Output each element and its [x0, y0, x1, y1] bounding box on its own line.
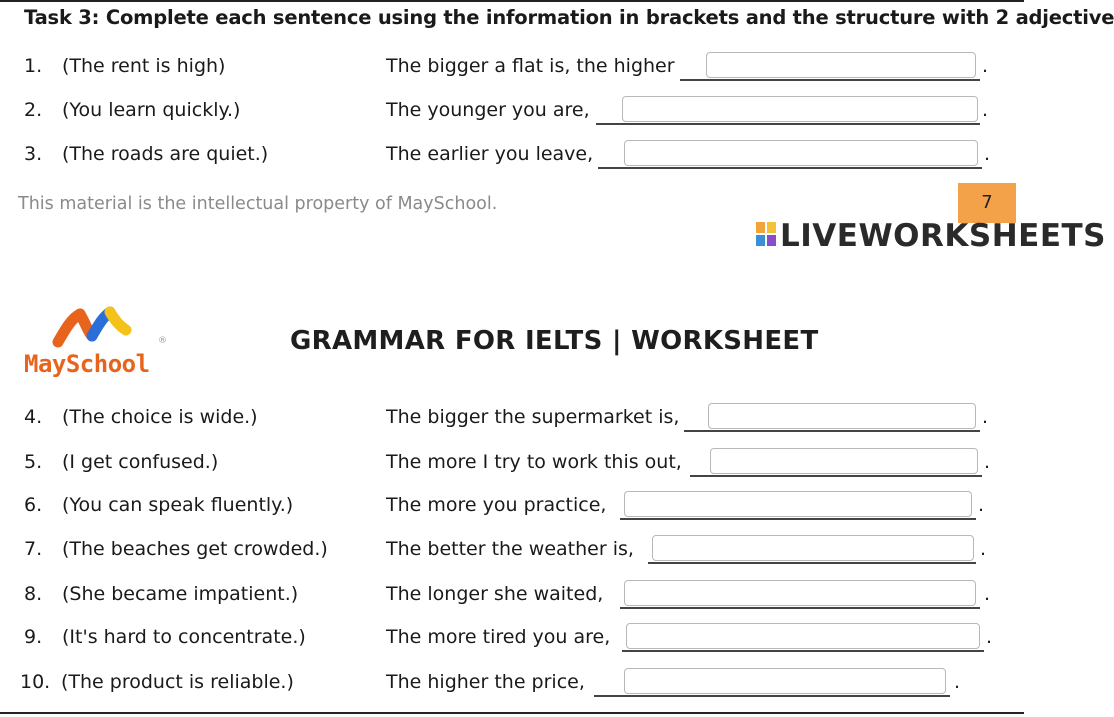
- exercise-row-4: [0, 402, 1024, 432]
- answer-underline: [620, 607, 980, 609]
- answer-input-8[interactable]: [624, 580, 976, 606]
- sentence-stem: The more tired you are,: [386, 626, 611, 648]
- item-number: 4.: [24, 406, 43, 428]
- task-title: Task 3: Complete each sentence using the information in brackets and the structure with 2 adjective: [24, 6, 1114, 29]
- answer-input-7[interactable]: [652, 535, 974, 561]
- answer-input-6[interactable]: [624, 491, 972, 517]
- answer-underline: [598, 167, 982, 169]
- end-period: .: [982, 99, 989, 121]
- item-number: 6.: [24, 494, 43, 516]
- sentence-stem: The bigger the supermarket is,: [386, 406, 680, 428]
- exercise-row-6: [0, 490, 1024, 520]
- item-number: 1.: [24, 55, 43, 77]
- answer-input-1[interactable]: [706, 52, 976, 78]
- answer-input-4[interactable]: [708, 403, 976, 429]
- item-prompt: (She became impatient.): [62, 583, 299, 605]
- page-number-badge: 7: [958, 183, 1016, 223]
- sentence-stem: The better the weather is,: [386, 538, 634, 560]
- sentence-stem: The earlier you leave,: [386, 143, 594, 165]
- sentence-stem: The more I try to work this out,: [386, 451, 682, 473]
- end-period: .: [984, 583, 991, 605]
- end-period: .: [982, 406, 989, 428]
- sentence-stem: The bigger a flat is, the higher: [386, 55, 675, 77]
- item-prompt: (The roads are quiet.): [62, 143, 269, 165]
- item-number: 2.: [24, 99, 43, 121]
- sentence-stem: The younger you are,: [386, 99, 590, 121]
- exercise-row-9: [0, 622, 1024, 652]
- item-prompt: (The choice is wide.): [62, 406, 258, 428]
- bottom-border: [0, 712, 1024, 714]
- liveworksheets-wordmark: LIVEWORKSHEETS: [780, 218, 1106, 254]
- exercise-row-10: [0, 667, 1024, 697]
- sentence-stem: The more you practice,: [386, 494, 607, 516]
- exercise-row-5: [0, 447, 1024, 477]
- answer-underline: [684, 430, 980, 432]
- top-border: [0, 0, 1024, 2]
- liveworksheets-logo: [756, 216, 1106, 256]
- end-period: .: [978, 494, 985, 516]
- exercise-row-7: [0, 534, 1024, 564]
- answer-underline: [648, 562, 976, 564]
- end-period: .: [984, 451, 991, 473]
- worksheet-title: GRAMMAR FOR IELTS | WORKSHEET: [290, 326, 819, 356]
- answer-underline: [690, 475, 982, 477]
- item-number: 5.: [24, 451, 43, 473]
- registered-mark: ®: [158, 336, 167, 346]
- answer-input-9[interactable]: [626, 623, 980, 649]
- item-prompt: (The rent is high): [62, 55, 226, 77]
- item-prompt: (The beaches get crowded.): [62, 538, 328, 560]
- end-period: .: [984, 143, 991, 165]
- exercise-row-2: [0, 95, 1024, 125]
- answer-underline: [594, 695, 950, 697]
- mayschool-mark-icon: [52, 300, 132, 350]
- answer-input-2[interactable]: [622, 96, 978, 122]
- answer-underline: [620, 518, 976, 520]
- liveworksheets-icon: [756, 222, 776, 246]
- mayschool-wordmark: MaySchool: [24, 350, 150, 378]
- exercise-row-1: [0, 51, 1024, 81]
- answer-input-5[interactable]: [710, 448, 978, 474]
- item-prompt: (It's hard to concentrate.): [62, 626, 306, 648]
- copyright-notice: This material is the intellectual property of MaySchool.: [18, 194, 498, 214]
- answer-underline: [680, 79, 980, 81]
- item-number: 10.: [20, 671, 51, 693]
- mayschool-logo: [24, 298, 174, 388]
- answer-input-3[interactable]: [624, 140, 978, 166]
- item-prompt: (You can speak fluently.): [62, 494, 294, 516]
- exercise-row-3: [0, 139, 1024, 169]
- end-period: .: [954, 671, 961, 693]
- answer-underline: [596, 123, 980, 125]
- item-number: 9.: [24, 626, 43, 648]
- item-prompt: (I get confused.): [62, 451, 219, 473]
- sentence-stem: The longer she waited,: [386, 583, 604, 605]
- item-number: 7.: [24, 538, 43, 560]
- item-prompt: (The product is reliable.): [61, 671, 294, 693]
- answer-underline: [622, 650, 984, 652]
- item-number: 3.: [24, 143, 43, 165]
- end-period: .: [982, 55, 989, 77]
- end-period: .: [980, 538, 987, 560]
- answer-input-10[interactable]: [624, 668, 946, 694]
- sentence-stem: The higher the price,: [386, 671, 585, 693]
- end-period: .: [986, 626, 993, 648]
- item-prompt: (You learn quickly.): [62, 99, 241, 121]
- item-number: 8.: [24, 583, 43, 605]
- exercise-row-8: [0, 579, 1024, 609]
